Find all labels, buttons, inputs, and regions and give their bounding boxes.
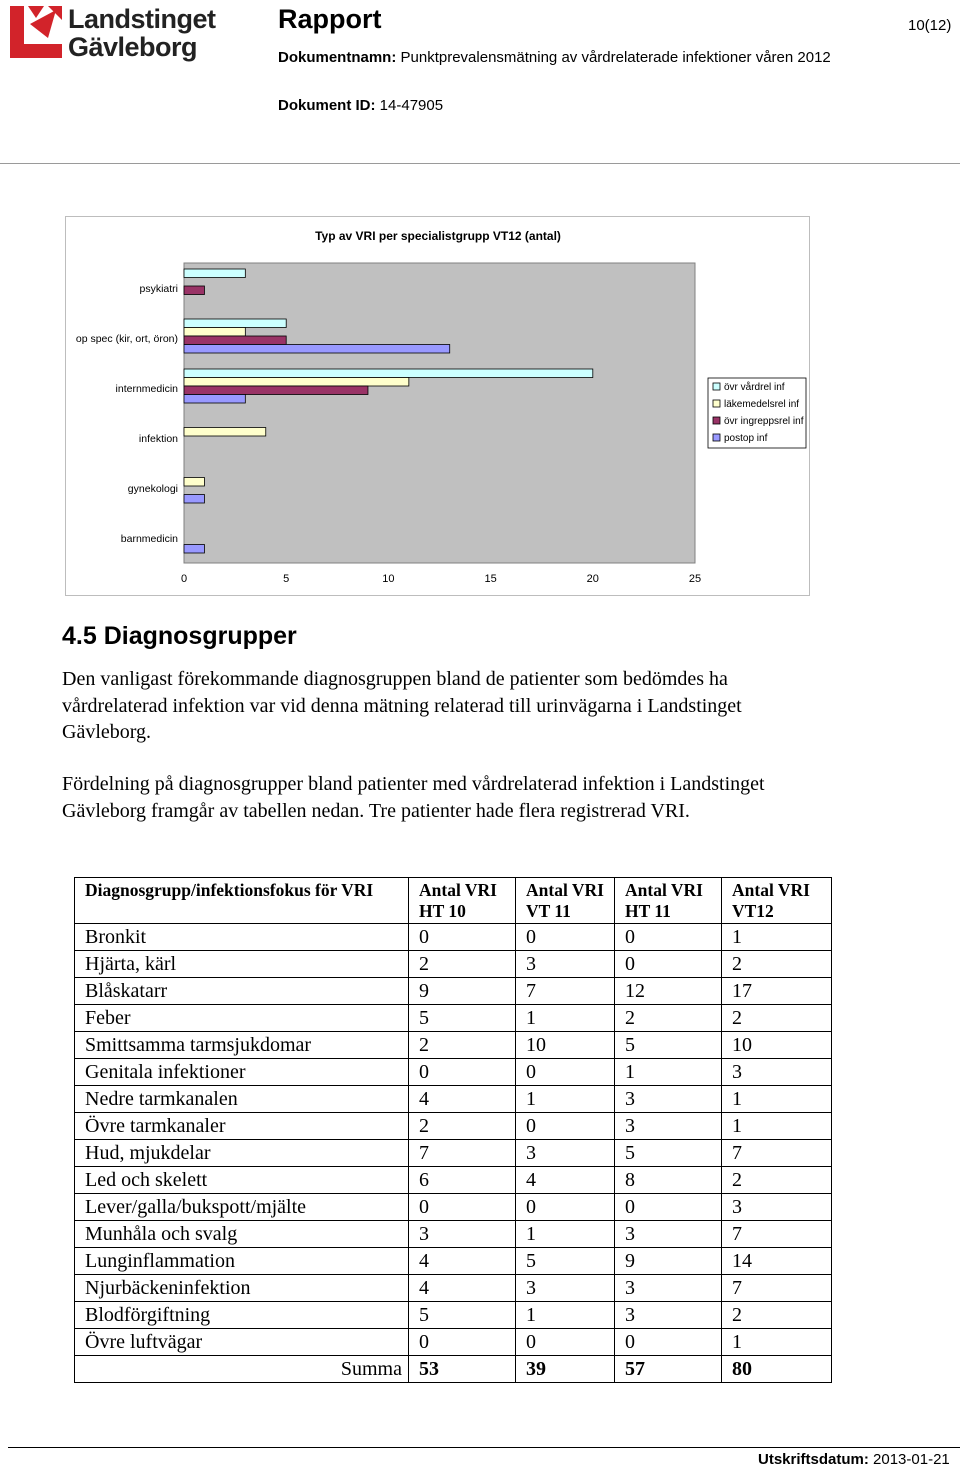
bar	[184, 495, 204, 504]
bar	[184, 345, 450, 354]
count-cell: 1	[722, 1329, 832, 1356]
table-header-row	[75, 878, 832, 924]
category-label: internmedicin	[115, 383, 178, 395]
count-cell: 3	[516, 1275, 615, 1302]
count-cell: 1	[516, 1086, 615, 1113]
count-cell: 1	[722, 1113, 832, 1140]
category-label: op spec (kir, ort, öron)	[75, 333, 178, 345]
count-cell: 9	[409, 978, 516, 1005]
count-cell: 3	[516, 951, 615, 978]
diagnosis-cell: Övre luftvägar	[75, 1329, 409, 1356]
x-tick-label: 20	[586, 573, 599, 585]
table-row	[75, 1167, 832, 1194]
count-cell: 3	[722, 1194, 832, 1221]
category-label: gynekologi	[127, 483, 178, 495]
count-cell: 3	[615, 1302, 722, 1329]
footer-divider	[8, 1447, 960, 1448]
table-row	[75, 1194, 832, 1221]
count-cell: 0	[516, 1194, 615, 1221]
diagnosis-cell: Munhåla och svalg	[75, 1221, 409, 1248]
paragraph-2: Fördelning på diagnosgrupper bland patienter med vårdrelaterad infektion i Landstinget Gävleborg framgår av tabellen nedan. Tre patienter hade flera registrerad VRI.	[62, 773, 765, 822]
legend-swatch	[713, 383, 720, 390]
count-cell: 0	[409, 1329, 516, 1356]
x-tick-label: 10	[382, 573, 395, 585]
diagnosis-cell: Njurbäckeninfektion	[75, 1275, 409, 1302]
table-row	[75, 1221, 832, 1248]
count-cell: 0	[409, 1194, 516, 1221]
bar	[184, 369, 593, 378]
count-cell: 9	[615, 1248, 722, 1275]
count-cell: 5	[615, 1140, 722, 1167]
bar	[184, 428, 266, 437]
table-row	[75, 924, 832, 951]
paragraph-1: Den vanligast förekommande diagnosgruppen bland de patienter som bedömdes ha vårdrelaterad infektion var vid denna mätning relaterad till urinvägarna i Landstinget Gävleborg.	[62, 668, 742, 743]
table-row	[75, 1275, 832, 1302]
legend-swatch	[713, 434, 720, 441]
section-heading: 4.5 Diagnosgrupper	[62, 622, 297, 650]
sum-cell: 39	[516, 1356, 615, 1383]
legend-entry: postop inf	[724, 433, 768, 444]
diagnosis-cell: Hjärta, kärl	[75, 951, 409, 978]
count-cell: 14	[722, 1248, 832, 1275]
print-date-value: 2013-01-21	[873, 1451, 950, 1468]
header-divider	[0, 163, 960, 164]
table-row	[75, 951, 832, 978]
table-row	[75, 1005, 832, 1032]
logo-text-line2: Gävleborg	[68, 32, 198, 62]
diagnosis-cell: Lever/galla/bukspott/mjälte	[75, 1194, 409, 1221]
count-cell: 1	[722, 924, 832, 951]
count-cell: 0	[409, 924, 516, 951]
table-row	[75, 1140, 832, 1167]
count-cell: 0	[516, 1059, 615, 1086]
count-cell: 3	[516, 1140, 615, 1167]
doc-title: Rapport	[278, 4, 382, 34]
logo-mark-icon	[8, 4, 64, 60]
table-body	[75, 924, 832, 1383]
diagnosis-cell: Bronkit	[75, 924, 409, 951]
count-cell: 4	[409, 1248, 516, 1275]
x-tick-label: 25	[688, 573, 702, 585]
page-number: 10(12)	[908, 17, 952, 34]
count-cell: 4	[409, 1086, 516, 1113]
sum-cell: 57	[615, 1356, 722, 1383]
category-label: psykiatri	[139, 283, 178, 295]
sum-label: Summa	[75, 1356, 409, 1383]
table-row	[75, 1329, 832, 1356]
count-cell: 3	[722, 1059, 832, 1086]
count-cell: 10	[722, 1032, 832, 1059]
header-ht11: Antal VRI HT 11	[615, 878, 722, 924]
diagnosis-cell: Smittsamma tarmsjukdomar	[75, 1032, 409, 1059]
diagnosis-cell: Övre tarmkanaler	[75, 1113, 409, 1140]
table-row	[75, 978, 832, 1005]
count-cell: 2	[722, 1005, 832, 1032]
count-cell: 2	[409, 1113, 516, 1140]
diagnosis-cell: Feber	[75, 1005, 409, 1032]
count-cell: 1	[516, 1302, 615, 1329]
count-cell: 2	[615, 1005, 722, 1032]
landstinget-logo	[8, 2, 218, 66]
bar	[184, 336, 286, 345]
legend-swatch	[713, 417, 720, 424]
count-cell: 5	[409, 1302, 516, 1329]
plot-area	[184, 263, 695, 563]
header-diagnosgrupp: Diagnosgrupp/infektionsfokus för VRI	[75, 878, 409, 924]
category-label: barnmedicin	[120, 533, 178, 545]
bar	[184, 286, 204, 295]
legend-entry: övr vårdrel inf	[724, 382, 785, 393]
diagnosis-table	[74, 877, 832, 1383]
logo-text-line1: Landstinget	[68, 4, 216, 34]
count-cell: 1	[722, 1086, 832, 1113]
print-date	[758, 1451, 950, 1468]
diagnosis-cell: Lunginflammation	[75, 1248, 409, 1275]
count-cell: 3	[409, 1221, 516, 1248]
count-cell: 0	[516, 1329, 615, 1356]
count-cell: 4	[516, 1167, 615, 1194]
legend-entry: läkemedelsrel inf	[724, 399, 800, 410]
count-cell: 0	[409, 1059, 516, 1086]
count-cell: 7	[722, 1275, 832, 1302]
diagnosis-cell: Nedre tarmkanalen	[75, 1086, 409, 1113]
count-cell: 5	[615, 1032, 722, 1059]
sum-cell: 80	[722, 1356, 832, 1383]
document-name	[278, 49, 831, 66]
count-cell: 2	[409, 951, 516, 978]
bar	[184, 545, 204, 554]
category-label: infektion	[138, 433, 178, 445]
bar	[184, 269, 245, 278]
print-date-label: Utskriftsdatum:	[758, 1451, 869, 1468]
count-cell: 7	[516, 978, 615, 1005]
docname-label: Dokumentnamn:	[278, 49, 397, 66]
docname-value: Punktprevalensmätning av vårdrelaterade infektioner våren 2012	[400, 49, 831, 66]
table-row	[75, 1059, 832, 1086]
bar	[184, 478, 204, 487]
count-cell: 1	[516, 1221, 615, 1248]
legend-entry: övr ingreppsrel inf	[724, 416, 804, 427]
count-cell: 2	[722, 1302, 832, 1329]
bar	[184, 395, 245, 404]
count-cell: 2	[409, 1032, 516, 1059]
bar	[184, 319, 286, 328]
count-cell: 12	[615, 978, 722, 1005]
header-vt12: Antal VRI VT12	[722, 878, 832, 924]
count-cell: 1	[615, 1059, 722, 1086]
count-cell: 2	[722, 1167, 832, 1194]
count-cell: 3	[615, 1086, 722, 1113]
count-cell: 0	[615, 924, 722, 951]
table-row	[75, 1302, 832, 1329]
table-row	[75, 1113, 832, 1140]
count-cell: 1	[516, 1005, 615, 1032]
diagnosis-cell: Blåskatarr	[75, 978, 409, 1005]
sum-cell: 53	[409, 1356, 516, 1383]
diagnosis-cell: Hud, mjukdelar	[75, 1140, 409, 1167]
count-cell: 10	[516, 1032, 615, 1059]
count-cell: 7	[722, 1221, 832, 1248]
docid-value: 14-47905	[379, 97, 444, 114]
bar	[184, 378, 409, 387]
diagnosis-cell: Led och skelett	[75, 1167, 409, 1194]
chart-title: Typ av VRI per specialistgrupp VT12 (antal)	[315, 229, 561, 243]
table-row	[75, 1248, 832, 1275]
x-tick-label: 15	[484, 573, 497, 585]
count-cell: 6	[409, 1167, 516, 1194]
count-cell: 0	[516, 1113, 615, 1140]
count-cell: 7	[409, 1140, 516, 1167]
count-cell: 0	[516, 924, 615, 951]
count-cell: 0	[615, 1194, 722, 1221]
vri-bar-chart	[65, 216, 810, 596]
count-cell: 0	[615, 951, 722, 978]
count-cell: 17	[722, 978, 832, 1005]
count-cell: 0	[615, 1329, 722, 1356]
count-cell: 3	[615, 1275, 722, 1302]
count-cell: 8	[615, 1167, 722, 1194]
count-cell: 3	[615, 1113, 722, 1140]
legend-swatch	[713, 400, 720, 407]
count-cell: 5	[409, 1005, 516, 1032]
table-row	[75, 1032, 832, 1059]
diagnosis-cell: Blodförgiftning	[75, 1302, 409, 1329]
bar	[184, 386, 368, 395]
header-ht10: Antal VRI HT 10	[409, 878, 516, 924]
count-cell: 2	[722, 951, 832, 978]
bar	[184, 328, 245, 337]
docid-label: Dokument ID:	[278, 97, 376, 114]
table-row	[75, 1086, 832, 1113]
document-id	[278, 97, 443, 114]
header-vt11: Antal VRI VT 11	[516, 878, 615, 924]
x-tick-label: 5	[283, 573, 290, 585]
count-cell: 4	[409, 1275, 516, 1302]
sum-row	[75, 1356, 832, 1383]
count-cell: 3	[615, 1221, 722, 1248]
count-cell: 7	[722, 1140, 832, 1167]
x-tick-label: 0	[180, 573, 188, 585]
diagnosis-cell: Genitala infektioner	[75, 1059, 409, 1086]
count-cell: 5	[516, 1248, 615, 1275]
